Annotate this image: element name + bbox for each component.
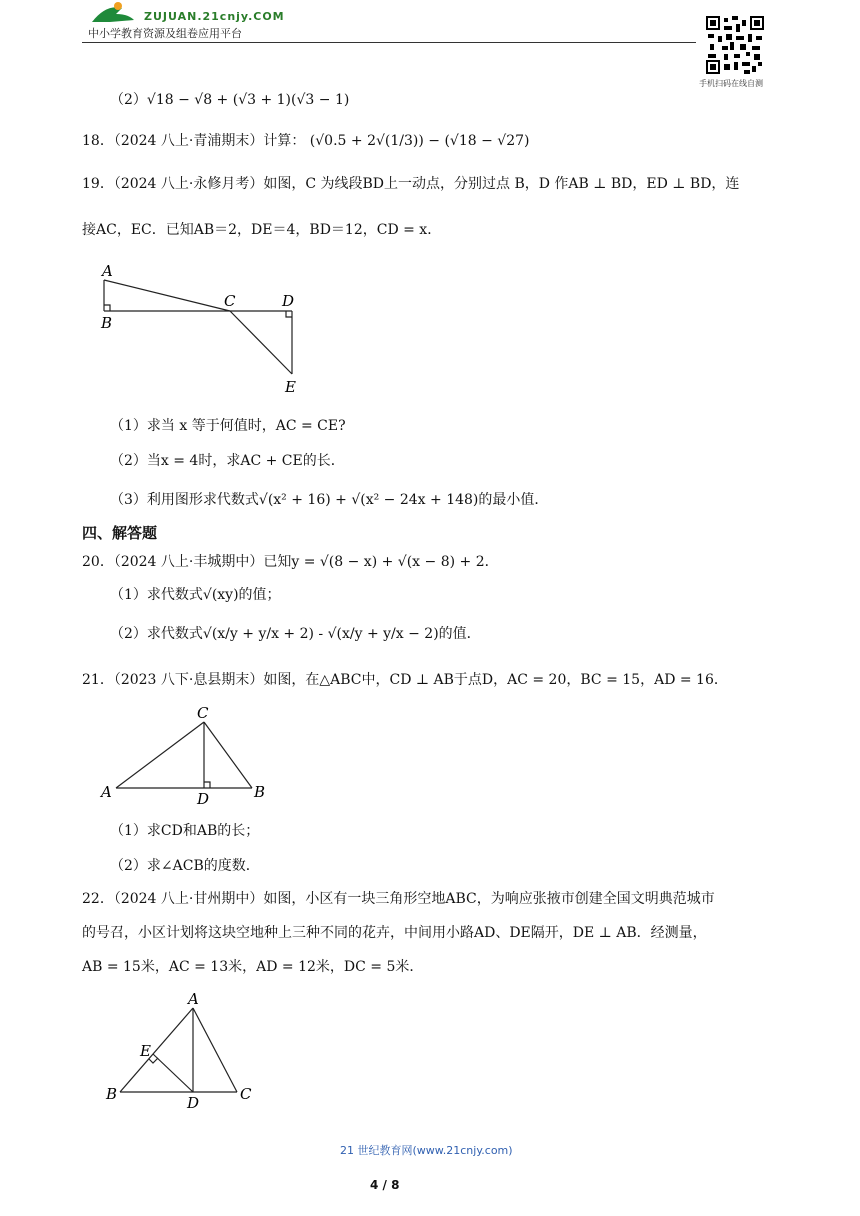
q19-sub3: （3）利用图形求代数式√(x² + 16) + √(x² − 24x + 148)的最小值． bbox=[110, 492, 549, 508]
q20-line1: 20．（2024 八上·丰城期中）已知y = √(8 − x) + √(x − 8) + 2． bbox=[82, 554, 499, 570]
section-heading: 四、解答题 bbox=[82, 524, 158, 542]
q22-label-e: E bbox=[140, 1042, 151, 1060]
q21-figure bbox=[96, 700, 276, 810]
q19-sub2: （2）当x = 4时，求AC + CE的长． bbox=[110, 453, 345, 469]
q21-sub1: （1）求CD和AB的长； bbox=[110, 823, 260, 839]
header-subtitle: 中小学教育资源及组卷应用平台 bbox=[88, 27, 242, 40]
q22-label-a: A bbox=[188, 990, 199, 1008]
q19-label-b: B bbox=[101, 314, 113, 332]
q19-label-a: A bbox=[102, 262, 113, 280]
qr-code-icon[interactable] bbox=[706, 16, 764, 74]
q20-sub2: （2）求代数式√(x/y + y/x + 2) - √(x/y + y/x − 2)的值． bbox=[110, 626, 481, 642]
q19-line2: 接AC，EC．已知AB＝2，DE＝4，BD＝12，CD = x． bbox=[82, 222, 442, 238]
qr-caption: 手机扫码在线自测 bbox=[699, 79, 763, 88]
header bbox=[82, 0, 782, 90]
q22-line2: 的号召，小区计划将这块空地种上三种不同的花卉，中间用小路AD、DE隔开，DE ⊥ AB．经测量， bbox=[82, 925, 707, 941]
q19-sub1: （1）求当 x 等于何值时，AC = CE? bbox=[110, 418, 346, 434]
site-logo-icon bbox=[88, 0, 138, 26]
q22-line3: AB = 15米，AC = 13米，AD = 12米，DC = 5米． bbox=[82, 959, 424, 975]
footer-link[interactable]: 21 世纪教育网(www.21cnjy.com) bbox=[340, 1144, 513, 1157]
q21-label-d: D bbox=[197, 790, 210, 808]
q18: 18．（2024 八上·青浦期末）计算： (√0.5 + 2√(1/3)) − (√18 − √27) bbox=[82, 133, 530, 149]
q21-label-c: C bbox=[197, 704, 209, 722]
logo-text: ZUJUAN.21cnjy.COM bbox=[144, 10, 285, 23]
q21-line1: 21．（2023 八下·息县期末）如图，在△ABC中，CD ⊥ AB于点D，AC = 20，BC = 15，AD = 16． bbox=[82, 672, 728, 688]
q22-label-d: D bbox=[187, 1094, 200, 1112]
q22-figure bbox=[96, 988, 266, 1112]
q22-label-b: B bbox=[106, 1085, 118, 1103]
q17-part2: （2）√18 − √8 + (√3 + 1)(√3 − 1) bbox=[110, 92, 350, 108]
q19-figure bbox=[96, 260, 316, 400]
q21-label-b: B bbox=[254, 783, 266, 801]
q22-line1: 22．（2024 八上·甘州期中）如图，小区有一块三角形空地ABC，为响应张掖市创建全国文明典范城市 bbox=[82, 891, 715, 907]
page-number: 4 / 8 bbox=[370, 1178, 400, 1192]
header-rule bbox=[82, 42, 696, 43]
q19-label-c: C bbox=[224, 292, 236, 310]
q22-label-c: C bbox=[240, 1085, 252, 1103]
q19-label-e: E bbox=[285, 378, 296, 396]
q21-sub2: （2）求∠ACB的度数． bbox=[110, 858, 260, 874]
q19-line1: 19．（2024 八上·永修月考）如图，C 为线段BD上一动点，分别过点 B，D 作AB ⊥ BD，ED ⊥ BD，连 bbox=[82, 176, 740, 192]
q20-sub1: （1）求代数式√(xy)的值； bbox=[110, 587, 281, 603]
q19-label-d: D bbox=[282, 292, 295, 310]
q21-label-a: A bbox=[101, 783, 112, 801]
